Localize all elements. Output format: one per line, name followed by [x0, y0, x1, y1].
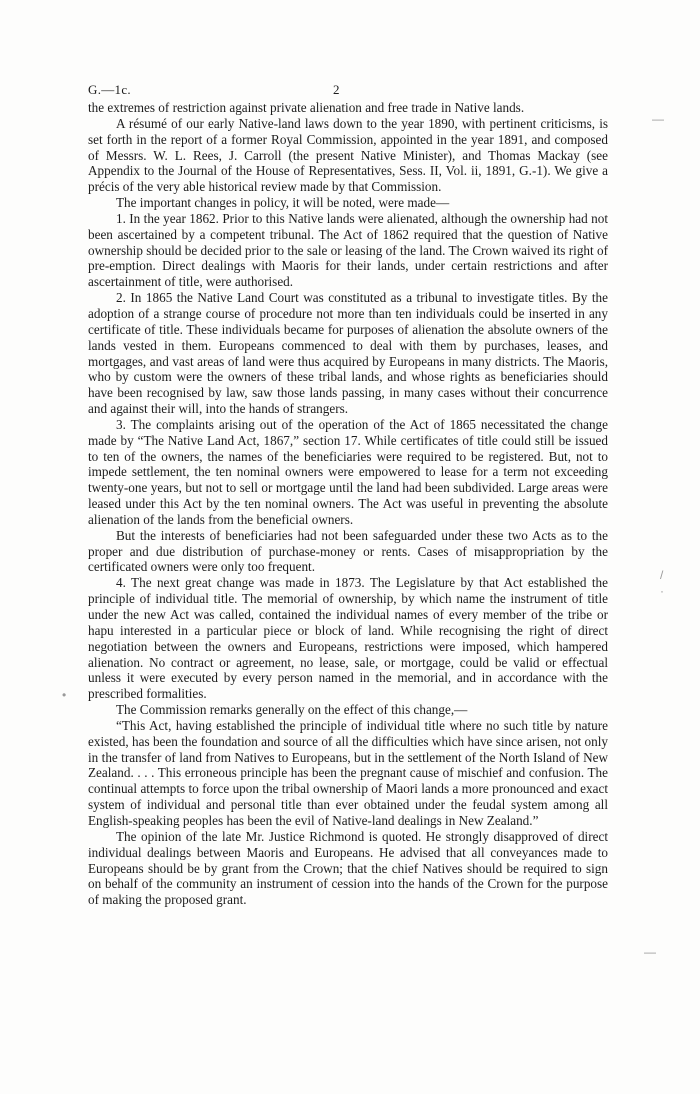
margin-mark: · [660, 584, 664, 598]
paragraph-quotation: “This Act, having established the principle of individual title where no such title by nature existed, has been the foundation and source of all the difficulties which have since arisen, not only in the transfer of land from Natives to Europeans, but in the settlement of the North Island of New Zealand. . . . This erroneous principle has been the pregnant cause of mischief and confusion. The continual attempts to force upon the tribal ownership of Maori lands a more pronounced and exact system of individual and personal title than ever obtained under the feudal system among all English-speaking peoples has been the evil of Native-land dealings in New Zealand.” [88, 717, 608, 828]
paragraph-changes-intro: The important changes in policy, it will be noted, were made— [116, 195, 450, 211]
document-reference: G.—1c. [88, 82, 131, 97]
paragraph-1865: 2. In 1865 the Native Land Court was constituted as a tribunal to investigate titles. By the adoption of a strange course of procedure not more than ten individuals could be inserted in any certificate of title. These individuals became for purposes of alienation the absolute owners of the lands vested in them. Europeans commenced to deal with them by purchases, leases, and mortgages, and vast areas of land were thus acquired by Europeans in many districts. The Maoris, who by custom were the owners of these tribal lands, and whose rights as beneficiaries should have been recognised by law, saw those lands passing, in many cases without their concurrence and against their will, into the hands of strangers. [88, 290, 608, 417]
page-number: 2 [333, 82, 340, 97]
paragraph-1873: 4. The next great change was made in 1873. The Legislature by that Act established the principle of individual title. The memorial of ownership, by which name the instrument of title under the new Act was called, contained the individual names of every member of the tribe or hapu interested in a particular piece or block of land. While recognising the right of direct negotiation between the owners and Europeans, restrictions were imposed, which hampered alienation. No contract or agreement, no lease, sale, or mortgage, could be valid or effectual unless it were executed by every person named in the memorial, and in accordance with the prescribed formalities. [88, 575, 608, 702]
margin-mark: / [660, 568, 664, 582]
paragraph-resume: A résumé of our early Native-land laws down to the year 1890, with pertinent criticisms, is set forth in the report of a former Royal Commission, appointed in the year 1891, and composed of Messrs. W. L. Rees, J. Carroll (the present Native Minister), and Thomas Mackay (see Appendix to the Journal of the House of Representatives, Sess. II, Vol. ii, 1891, G.-1). We give a précis of the very able historical review made by that Commission. [88, 115, 608, 195]
body-text [88, 100, 608, 908]
paragraph-intro-continuation: the extremes of restriction against private alienation and free trade in Native lands. [88, 100, 525, 115]
paragraph-1862: 1. In the year 1862. Prior to this Native lands were alienated, although the ownership had not been ascertained by a competent tribunal. The Act of 1862 required that the question of Native ownership should be decided prior to the sale or leasing of the land. The Crown waived its right of pre-emption. Direct dealings with Maoris for their lands, under certain restrictions and after ascertainment of title, were authorised. [88, 210, 608, 290]
margin-mark: — [652, 112, 664, 126]
paragraph-commission-remarks: The Commission remarks generally on the effect of this change,— [116, 702, 468, 718]
margin-mark: • [62, 688, 67, 702]
paragraph-beneficiaries: But the interests of beneficiaries had not been safeguarded under these two Acts as to the proper and due distribution of purchase-money or rents. Cases of misappropriation by the certificated owners were only too frequent. [88, 527, 608, 575]
paragraph-1867: 3. The complaints arising out of the operation of the Act of 1865 necessitated the change made by “The Native Land Act, 1867,” section 17. While certificates of title could still be issued to ten of the owners, the names of the beneficiaries were required to be registered. But, not to impede settlement, the ten nominal owners were empowered to lease for a term not exceeding twenty-one years, but not to sell or mortgage until the land had been subdivided. Large areas were leased under this Act by the ten nominal owners. The Act was useful in preventing the absolute alienation of the lands from the beneficial owners. [88, 416, 608, 527]
paragraph-richmond: The opinion of the late Mr. Justice Richmond is quoted. He strongly disapproved of direct individual dealings between Maoris and Europeans. He advised that all conveyances made to Europeans should be by grant from the Crown; that the chief Natives should be required to sign on behalf of the community an instrument of cession into the hands of the Crown for the purpose of making the proposed grant. [88, 828, 608, 908]
page-header [88, 82, 608, 102]
margin-mark: — [644, 945, 656, 959]
